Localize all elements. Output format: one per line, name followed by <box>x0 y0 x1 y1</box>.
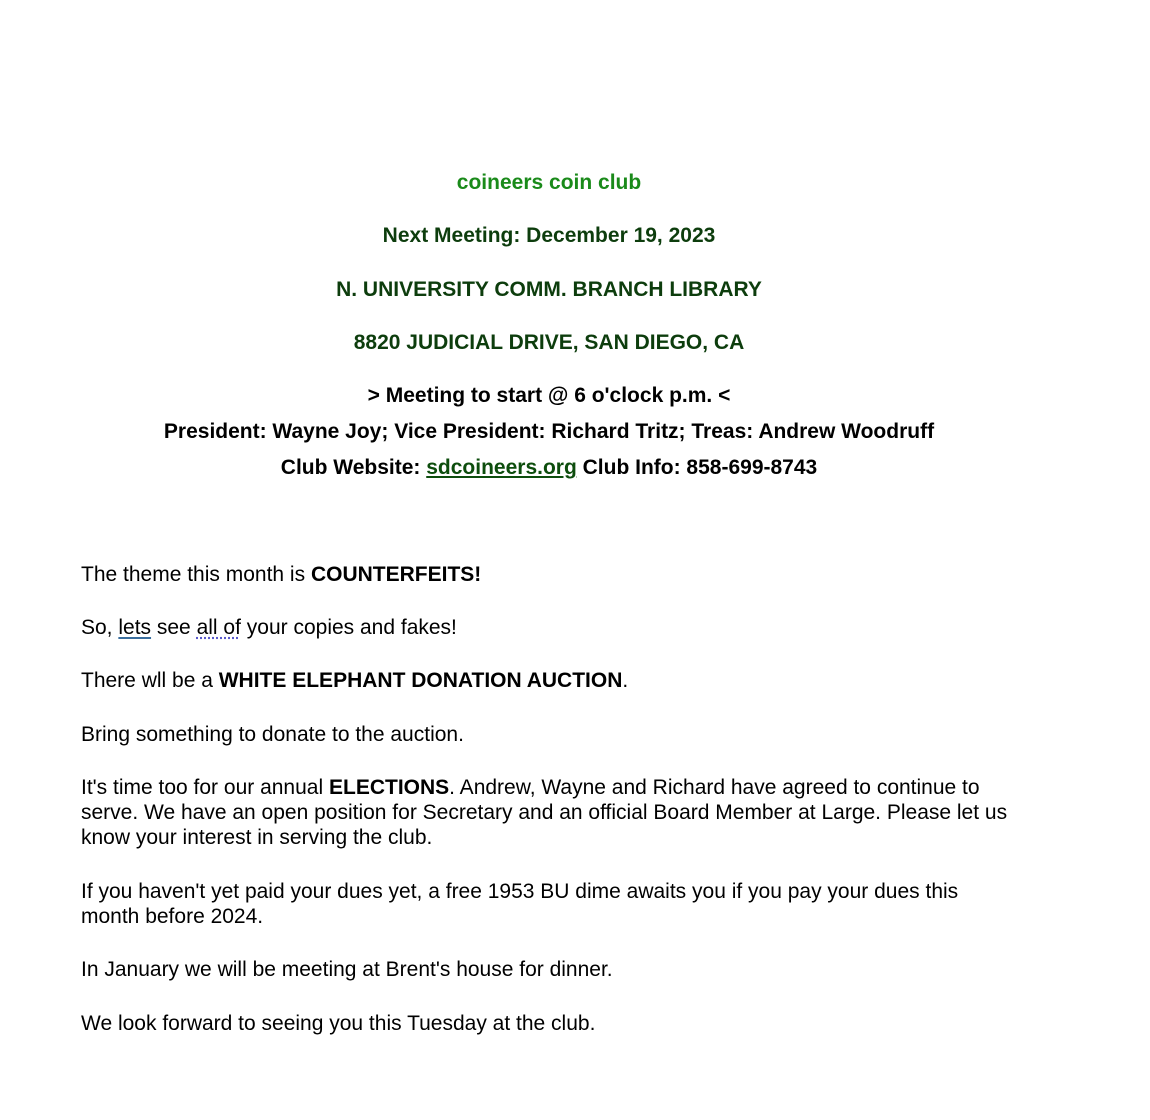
club-name: coineers coin club <box>456 171 642 194</box>
copies-text-start: So, <box>81 616 119 639</box>
elections-text: It's time too for our annual <box>81 776 329 799</box>
theme-text: The theme this month is <box>81 563 311 586</box>
january-paragraph: In January we will be meeting at Brent's house for dinner. <box>81 958 613 981</box>
donate-paragraph: Bring something to donate to the auction. <box>81 723 464 746</box>
lets-word: lets <box>118 616 152 639</box>
auction-paragraph <box>81 668 1011 693</box>
all-of-phrase: all of <box>196 616 241 639</box>
copies-paragraph <box>81 615 1011 640</box>
meeting-address: 8820 JUDICIAL DRIVE, SAN DIEGO, CA <box>353 331 745 354</box>
auction-text: There wll be a <box>81 669 219 692</box>
copies-text-mid: see <box>151 616 197 639</box>
auction-highlight: WHITE ELEPHANT DONATION AUCTION <box>218 669 623 692</box>
meeting-location: N. UNIVERSITY COMM. BRANCH LIBRARY <box>336 278 762 301</box>
copies-text-end: your copies and fakes! <box>240 616 457 639</box>
elections-paragraph <box>81 775 1011 850</box>
website-line <box>0 456 1098 480</box>
elections-highlight: ELECTIONS <box>328 776 450 799</box>
closing-paragraph: We look forward to seeing you this Tuesday at the club. <box>81 1012 596 1035</box>
dues-paragraph: If you haven't yet paid your dues yet, a free 1953 BU dime awaits you if you pay your dues this month before 2024. <box>81 880 959 928</box>
elections-text-end: . Andrew, Wayne and Richard have agreed to continue to serve. We have an open position for Secretary and an official Board Member at Large. Please let us know your interest in serving the club. <box>81 776 1008 849</box>
next-meeting-date: Next Meeting: December 19, 2023 <box>382 224 716 247</box>
meeting-start-time: > Meeting to start @ 6 o'clock p.m. < <box>367 384 731 407</box>
club-officers: President: Wayne Joy; Vice President: Richard Tritz; Treas: Andrew Woodruff <box>163 420 935 443</box>
website-link[interactable]: sdcoineers.org <box>426 456 577 479</box>
theme-highlight: COUNTERFEITS! <box>310 563 482 586</box>
theme-paragraph <box>81 562 1011 587</box>
club-info: Club Info: 858-699-8743 <box>576 456 818 479</box>
website-label: Club Website: <box>280 456 427 479</box>
auction-text-end: . <box>622 669 629 692</box>
